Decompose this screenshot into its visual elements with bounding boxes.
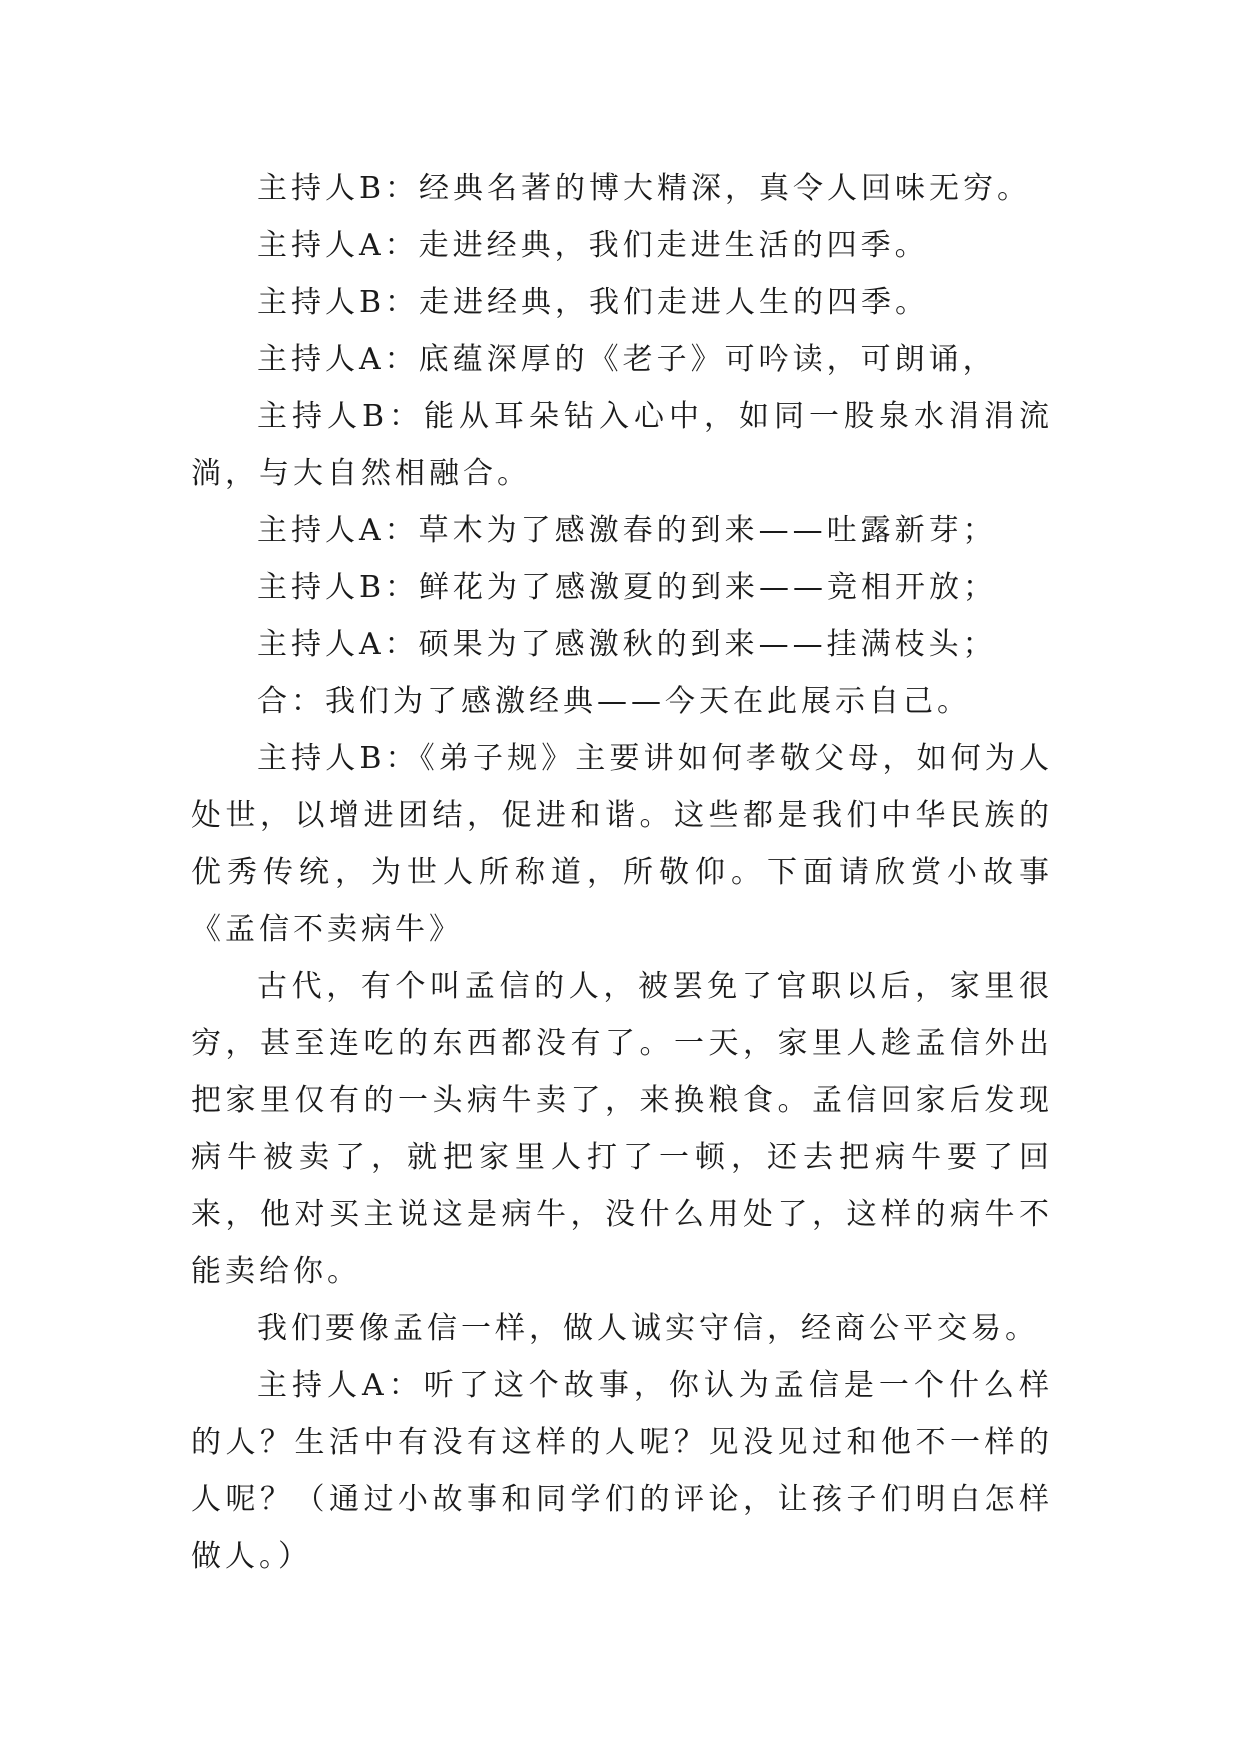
paragraph: 主持人B：经典名著的博大精深，真令人回味无穷。 (257, 171, 1032, 206)
paragraph: 主持人A：走进经典，我们走进生活的四季。 (257, 228, 929, 263)
paragraph: 主持人B：走进经典，我们走进人生的四季。 (257, 285, 930, 320)
paragraph: 古代，有个叫孟信的人，被罢免了官职以后，家里很穷，甚至连吃的东西都没有了。一天，家里人趁孟信外出把家里仅有的一头病牛卖了，来换粮食。孟信回家后发现病牛被卖了，就把家里人打了一顿，还去把病牛要了回来，他对买主说这是病牛，没什么用处了，这样的病牛不能卖给你。 (191, 969, 1053, 1289)
paragraph: 合：我们为了感激经典——今天在此展示自己。 (257, 684, 971, 719)
paragraph: 主持人B：鲜花为了感激夏的到来——竞相开放； (257, 570, 998, 605)
document-body (191, 160, 1053, 1585)
paragraph: 主持人A：草木为了感激春的到来——吐露新芽； (257, 513, 997, 548)
paragraph: 我们要像孟信一样，做人诚实守信，经商公平交易。 (257, 1311, 1039, 1346)
paragraph: 主持人A：听了这个故事，你认为孟信是一个什么样的人？生活中有没有这样的人呢？见没见过和他不一样的人呢？（通过小故事和同学们的评论，让孩子们明白怎样做人。） (191, 1368, 1053, 1574)
paragraph: 主持人B：《弟子规》主要讲如何孝敬父母，如何为人处世，以增进团结，促进和谐。这些都是我们中华民族的优秀传统，为世人所称道，所敬仰。下面请欣赏小故事《孟信不卖病牛》 (191, 741, 1053, 947)
paragraph: 主持人B：能从耳朵钻入心中，如同一股泉水涓涓流淌，与大自然相融合。 (191, 399, 1053, 491)
paragraph: 主持人A：硕果为了感激秋的到来——挂满枝头； (257, 627, 997, 662)
paragraph: 主持人A：底蕴深厚的《老子》可吟读，可朗诵， (257, 342, 997, 377)
